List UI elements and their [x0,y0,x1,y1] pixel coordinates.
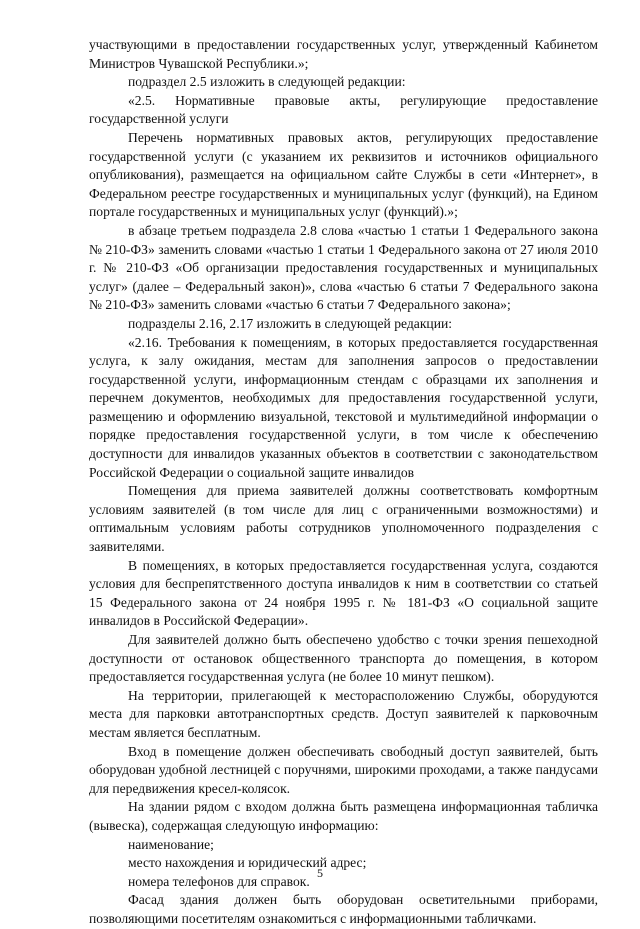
paragraph: На здании рядом с входом должна быть размещена информационная табличка (вывеска), содержащая следующую информацию: [89,799,598,833]
section-heading: «2.16. Требования к помещениям, в которых предоставляется государственная услуга, к залу ожидания, местам для заполнения запросов о предоставлении государственной услуги, информационным стендам с образцами их заполнения и перечнем документов, необходимых для предоставления государственной услуги, размещению и оформлению визуальной, текстовой и мультимедийной информации о порядке предоставления государственной услуги, в том числе к обеспечению доступности для инвалидов указанных объектов в соответствии с законодательством Российской Федерации о социальной защите инвалидов [89,334,598,480]
paragraph: участвующими в предоставлении государственных услуг, утвержденный Кабинетом Министров Чувашской Республики.»; [89,37,598,71]
list-item: наименование; [128,836,214,852]
paragraph: Перечень нормативных правовых актов, регулирующих предоставление государственной услуги (с указанием их реквизитов и источников официального опубликования), размещается на официальном сайте Службы в сети «Интернет», в Федеральном реестре государственных и муниципальных услуг (функций), на Едином портале государственных и муниципальных услуг (функций).»; [89,129,598,220]
page-number: 5 [317,866,323,880]
paragraph: Для заявителей должно быть обеспечено удобство с точки зрения пешеходной доступности от остановок общественного транспорта до помещения, в котором предоставляется государственная услуга (не более 10 минут пешком). [89,632,598,685]
paragraph: Помещения для приема заявителей должны соответствовать комфортным условиям заявителей (в том числе для лиц с ограниченными возможностями) и оптимальным условиям работы сотрудников уполномоченного подразделения с заявителями. [89,483,598,555]
paragraph: Вход в помещение должен обеспечивать свободный доступ заявителей, быть оборудован удобной лестницей с поручнями, широкими проходами, а также пандусами для передвижения кресел-колясок. [89,743,598,796]
section-heading: «2.5. Нормативные правовые акты, регулирующие предоставление государственной услуги [89,92,598,127]
paragraph: На территории, прилегающей к месторасположению Службы, оборудуются места для парковки автотранспортных средств. Доступ заявителей к парковочным местам является бесплатным. [89,687,598,740]
paragraph: Фасад здания должен быть оборудован осветительными приборами, позволяющими посетителям ознакомиться с информационными табличками. [89,892,598,926]
paragraph: В помещениях, в которых предоставляется государственная услуга, создаются условия для беспрепятственного доступа инвалидов к ним в соответствии со статьей 15 Федерального закона от 24 ноября 1995 г. № 181-ФЗ «О социальной защите инвалидов в Российской Федерации». [89,557,598,629]
list-item: номера телефонов для справок. [128,873,310,889]
list-item: место нахождения и юридический адрес; [128,855,367,871]
paragraph: подразделы 2.16, 2.17 изложить в следующей редакции: [128,315,453,331]
paragraph: подраздел 2.5 изложить в следующей редакции: [128,74,406,90]
paragraph: в абзаце третьем подраздела 2.8 слова «частью 1 статьи 1 Федерального закона № 210-ФЗ» заменить словами «частью 1 статьи 1 Федерального закона от 27 июля 2010 г. № 210-ФЗ «Об организации предоставления государственных и муниципальных услуг» (далее – Федеральный закон)», слова «частью 6 статьи 7 Федерального закона № 210-ФЗ» заменить словами «частью 6 статьи 7 Федерального закона»; [89,222,598,313]
document-body [89,36,598,929]
